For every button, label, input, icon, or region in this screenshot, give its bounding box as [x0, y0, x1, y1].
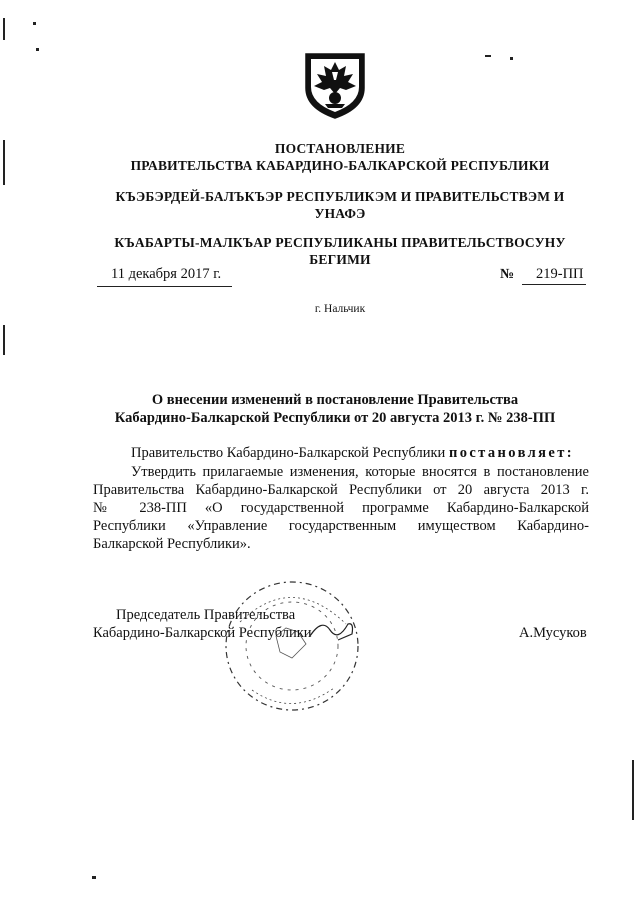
doc-title-line-1: О внесении изменений в постановление Правительства — [151, 392, 519, 408]
body-line-3: № 238-ПП «О государственной программе Кабардино-Балкарской — [93, 500, 589, 516]
scan-artifact-dot-3 — [485, 55, 491, 57]
signatory-role-line-2: Кабардино-Балкарской Республики — [93, 625, 312, 641]
coat-of-arms-emblem — [300, 48, 370, 120]
doc-type-heading: ПОСТАНОВЛЕНИЕ — [274, 141, 406, 156]
scan-artifact-right-1 — [632, 760, 634, 820]
doc-number-field — [500, 266, 590, 286]
resolution-lead — [131, 444, 601, 462]
issuer-heading-balkar-2: БЕГИМИ — [309, 252, 371, 267]
scan-artifact-dot-4 — [510, 57, 513, 60]
signature-icon — [308, 610, 358, 646]
issuer-heading-russian: ПРАВИТЕЛЬСТВА КАБАРДИНО-БАЛКАРСКОЙ РЕСПУБЛИКИ — [130, 158, 550, 173]
issuer-heading-kabardian-2: УНАФЭ — [314, 206, 366, 221]
doc-number: 219-ПП — [522, 266, 586, 285]
body-line-5: Балкарской Республики». — [93, 536, 251, 552]
coat-of-arms-icon — [300, 48, 370, 120]
scan-artifact-left-1 — [3, 18, 5, 40]
signatory-name: А.Мусуков — [519, 625, 587, 641]
resolution-lead-text: Правительство Кабардино-Балкарской Республики — [131, 445, 449, 461]
doc-date-field — [97, 266, 232, 287]
handwritten-signature — [308, 610, 358, 646]
scan-artifact-dot-5 — [92, 876, 96, 879]
scan-artifact-dot-2 — [36, 48, 39, 51]
number-sign: № — [500, 267, 515, 282]
resolution-verb: постановляет: — [448, 445, 574, 461]
issuer-heading-kabardian-1: КЪЭБЭРДЕЙ-БАЛЪКЪЭР РЕСПУБЛИКЭМ И ПРАВИТЕЛЬСТВЭМ И — [115, 189, 565, 204]
body-line-1: Утвердить прилагаемые изменения, которые вносятся в постановление — [131, 464, 589, 480]
doc-title-line-2: Кабардино-Балкарской Республики от 20 августа 2013 г. № 238-ПП — [114, 410, 556, 426]
scan-artifact-dot-1 — [33, 22, 36, 25]
doc-date: 11 декабря 2017 г. — [111, 266, 222, 282]
signatory-role-line-1: Председатель Правительства — [116, 607, 296, 623]
body-line-2: Правительства Кабардино-Балкарской Республики от 20 августа 2013 г. — [93, 482, 589, 498]
body-line-4: Республики «Управление государственным имуществом Кабардино- — [93, 518, 589, 534]
city: г. Нальчик — [314, 303, 366, 315]
scan-artifact-left-3 — [3, 325, 5, 355]
issuer-heading-balkar-1: КЪАБАРТЫ-МАЛКЪАР РЕСПУБЛИКАНЫ ПРАВИТЕЛЬСТВОСУНУ — [114, 235, 566, 250]
